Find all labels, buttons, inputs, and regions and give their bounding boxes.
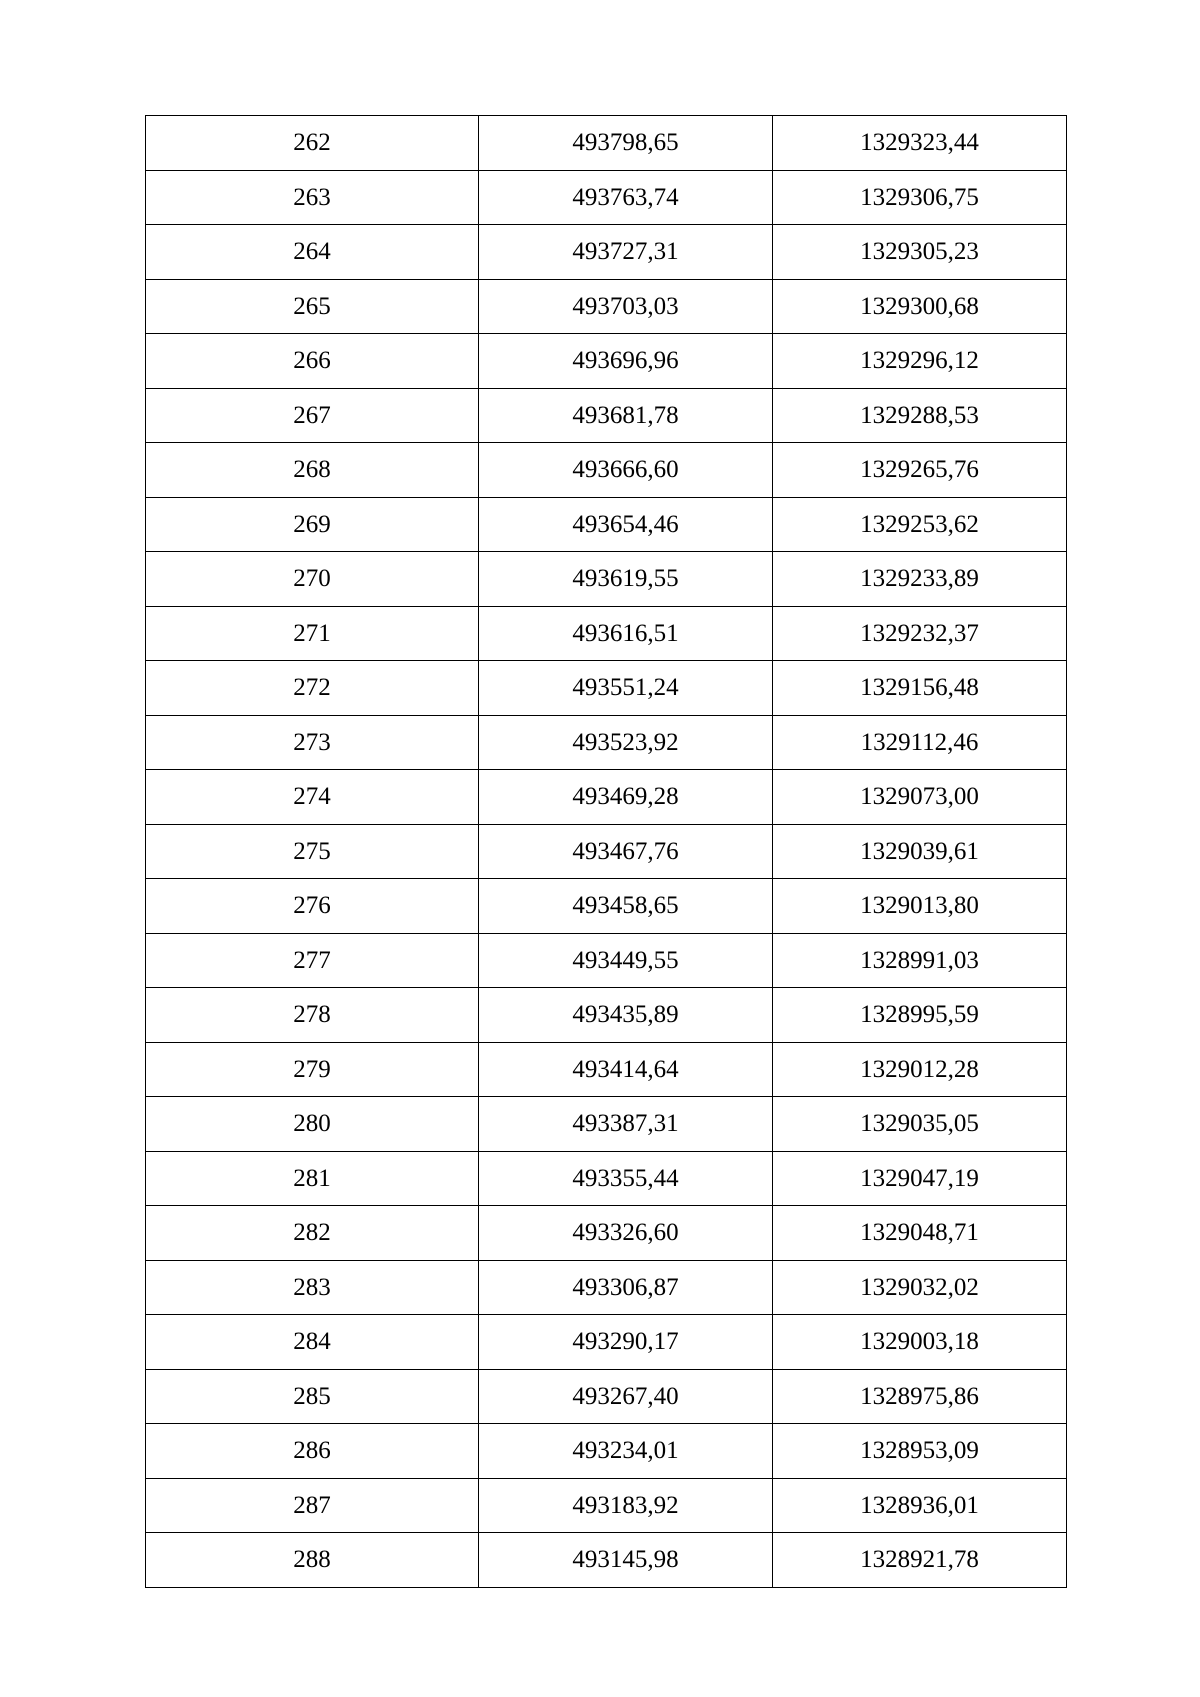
point-number-cell: 271 [146, 606, 479, 661]
y-coordinate-cell: 1328953,09 [773, 1424, 1067, 1479]
y-coordinate-cell: 1329048,71 [773, 1206, 1067, 1261]
point-number-cell: 266 [146, 334, 479, 389]
point-number-cell: 269 [146, 497, 479, 552]
y-coordinate-cell: 1329012,28 [773, 1042, 1067, 1097]
x-coordinate-cell: 493355,44 [479, 1151, 773, 1206]
y-coordinate-cell: 1329047,19 [773, 1151, 1067, 1206]
coordinates-table-body [146, 116, 1067, 1588]
table-row [146, 443, 1067, 498]
x-coordinate-cell: 493696,96 [479, 334, 773, 389]
x-coordinate-cell: 493469,28 [479, 770, 773, 825]
x-coordinate-cell: 493703,03 [479, 279, 773, 334]
y-coordinate-cell: 1329112,46 [773, 715, 1067, 770]
point-number-cell: 276 [146, 879, 479, 934]
point-number-cell: 286 [146, 1424, 479, 1479]
table-row [146, 824, 1067, 879]
x-coordinate-cell: 493145,98 [479, 1533, 773, 1588]
y-coordinate-cell: 1329323,44 [773, 116, 1067, 171]
x-coordinate-cell: 493619,55 [479, 552, 773, 607]
point-number-cell: 272 [146, 661, 479, 716]
y-coordinate-cell: 1328921,78 [773, 1533, 1067, 1588]
y-coordinate-cell: 1329013,80 [773, 879, 1067, 934]
point-number-cell: 278 [146, 988, 479, 1043]
x-coordinate-cell: 493727,31 [479, 225, 773, 280]
y-coordinate-cell: 1328975,86 [773, 1369, 1067, 1424]
y-coordinate-cell: 1329265,76 [773, 443, 1067, 498]
table-row [146, 225, 1067, 280]
x-coordinate-cell: 493654,46 [479, 497, 773, 552]
table-row [146, 388, 1067, 443]
point-number-cell: 263 [146, 170, 479, 225]
table-row [146, 1042, 1067, 1097]
table-row [146, 1206, 1067, 1261]
table-row [146, 661, 1067, 716]
table-row [146, 933, 1067, 988]
point-number-cell: 270 [146, 552, 479, 607]
x-coordinate-cell: 493551,24 [479, 661, 773, 716]
point-number-cell: 282 [146, 1206, 479, 1261]
y-coordinate-cell: 1329035,05 [773, 1097, 1067, 1152]
table-row [146, 334, 1067, 389]
y-coordinate-cell: 1329300,68 [773, 279, 1067, 334]
y-coordinate-cell: 1329032,02 [773, 1260, 1067, 1315]
x-coordinate-cell: 493449,55 [479, 933, 773, 988]
point-number-cell: 268 [146, 443, 479, 498]
y-coordinate-cell: 1329232,37 [773, 606, 1067, 661]
table-row [146, 1533, 1067, 1588]
table-row [146, 1260, 1067, 1315]
point-number-cell: 267 [146, 388, 479, 443]
y-coordinate-cell: 1329003,18 [773, 1315, 1067, 1370]
x-coordinate-cell: 493387,31 [479, 1097, 773, 1152]
point-number-cell: 274 [146, 770, 479, 825]
y-coordinate-cell: 1329039,61 [773, 824, 1067, 879]
point-number-cell: 287 [146, 1478, 479, 1533]
x-coordinate-cell: 493467,76 [479, 824, 773, 879]
x-coordinate-cell: 493681,78 [479, 388, 773, 443]
x-coordinate-cell: 493306,87 [479, 1260, 773, 1315]
y-coordinate-cell: 1329253,62 [773, 497, 1067, 552]
point-number-cell: 283 [146, 1260, 479, 1315]
point-number-cell: 277 [146, 933, 479, 988]
table-row [146, 116, 1067, 171]
y-coordinate-cell: 1329233,89 [773, 552, 1067, 607]
table-row [146, 552, 1067, 607]
point-number-cell: 273 [146, 715, 479, 770]
x-coordinate-cell: 493523,92 [479, 715, 773, 770]
y-coordinate-cell: 1328995,59 [773, 988, 1067, 1043]
y-coordinate-cell: 1329156,48 [773, 661, 1067, 716]
table-row [146, 770, 1067, 825]
table-row [146, 1097, 1067, 1152]
x-coordinate-cell: 493616,51 [479, 606, 773, 661]
x-coordinate-cell: 493458,65 [479, 879, 773, 934]
y-coordinate-cell: 1328991,03 [773, 933, 1067, 988]
point-number-cell: 264 [146, 225, 479, 280]
x-coordinate-cell: 493234,01 [479, 1424, 773, 1479]
point-number-cell: 284 [146, 1315, 479, 1370]
point-number-cell: 279 [146, 1042, 479, 1097]
table-row [146, 1478, 1067, 1533]
point-number-cell: 275 [146, 824, 479, 879]
x-coordinate-cell: 493763,74 [479, 170, 773, 225]
x-coordinate-cell: 493414,64 [479, 1042, 773, 1097]
table-row [146, 1369, 1067, 1424]
x-coordinate-cell: 493267,40 [479, 1369, 773, 1424]
y-coordinate-cell: 1329306,75 [773, 170, 1067, 225]
table-row [146, 606, 1067, 661]
point-number-cell: 280 [146, 1097, 479, 1152]
x-coordinate-cell: 493435,89 [479, 988, 773, 1043]
x-coordinate-cell: 493666,60 [479, 443, 773, 498]
table-row [146, 879, 1067, 934]
point-number-cell: 288 [146, 1533, 479, 1588]
table-row [146, 497, 1067, 552]
table-row [146, 1315, 1067, 1370]
table-row [146, 170, 1067, 225]
x-coordinate-cell: 493183,92 [479, 1478, 773, 1533]
point-number-cell: 285 [146, 1369, 479, 1424]
y-coordinate-cell: 1329288,53 [773, 388, 1067, 443]
x-coordinate-cell: 493326,60 [479, 1206, 773, 1261]
table-row [146, 715, 1067, 770]
y-coordinate-cell: 1328936,01 [773, 1478, 1067, 1533]
table-row [146, 1151, 1067, 1206]
point-number-cell: 265 [146, 279, 479, 334]
coordinates-table [145, 115, 1067, 1588]
y-coordinate-cell: 1329305,23 [773, 225, 1067, 280]
x-coordinate-cell: 493798,65 [479, 116, 773, 171]
y-coordinate-cell: 1329296,12 [773, 334, 1067, 389]
point-number-cell: 262 [146, 116, 479, 171]
y-coordinate-cell: 1329073,00 [773, 770, 1067, 825]
table-row [146, 1424, 1067, 1479]
table-row [146, 988, 1067, 1043]
point-number-cell: 281 [146, 1151, 479, 1206]
table-row [146, 279, 1067, 334]
x-coordinate-cell: 493290,17 [479, 1315, 773, 1370]
